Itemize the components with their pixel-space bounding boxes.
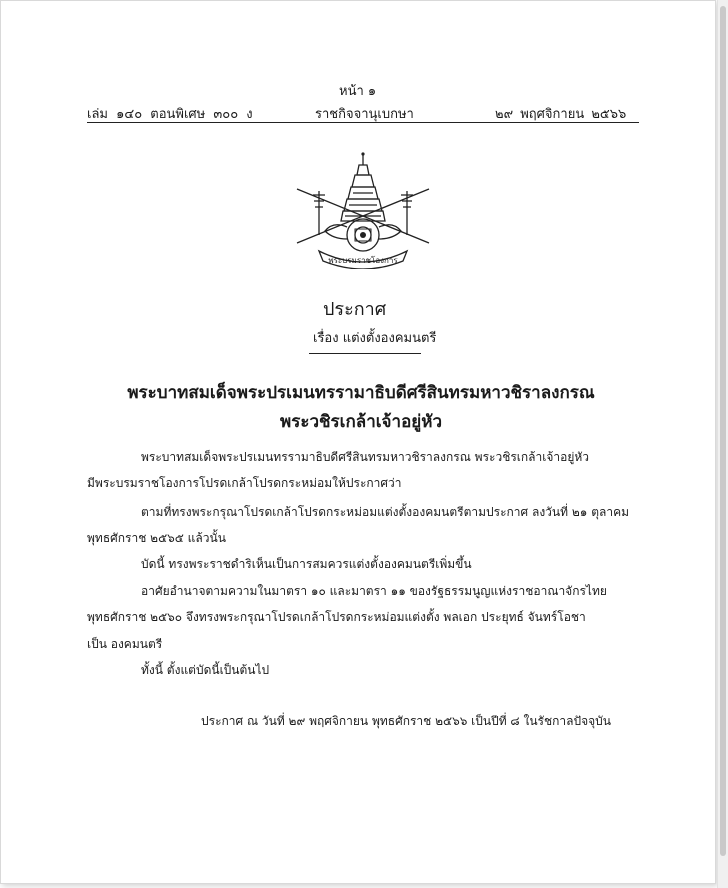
subject-rule (309, 353, 421, 354)
paragraph-2-line-2: พุทธศักราช ๒๕๖๕ แล้วนั้น (87, 531, 226, 545)
announcement-title: ประกาศ (323, 299, 387, 320)
paragraph-4-line-3: เป็น องคมนตรี (87, 637, 163, 651)
scrollbar[interactable] (717, 0, 728, 888)
paragraph-2-line-1: ตามที่ทรงพระกรุณาโปรดเกล้าโปรดกระหม่อมแต่งตั้งองคมนตรีตามประกาศ ลงวันที่ ๒๑ ตุลาคม (141, 505, 630, 519)
gazette-volume: เล่ม ๑๔๐ ตอนพิเศษ ๓๐๐ ง (87, 107, 253, 122)
paragraph-1-line-2: มีพระบรมราชโองการโปรดเกล้าโปรดกระหม่อมให้ประกาศว่า (87, 476, 402, 490)
king-name-line-1: พระบาทสมเด็จพระปรเมนทรรามาธิบดีศรีสินทรมหาวชิราลงกรณ (127, 383, 595, 403)
paragraph-4-line-2: พุทธศักราช ๒๕๖๐ จึงทรงพระกรุณาโปรดเกล้าโปรดกระหม่อมแต่งตั้ง พลเอก ประยุทธ์ จันทร์โอชา (87, 610, 586, 624)
royal-emblem-icon (289, 151, 437, 269)
announcement-subject: เรื่อง แต่งตั้งองคมนตรี (313, 331, 437, 346)
header-rule (87, 122, 639, 123)
paragraph-3-line-1: บัดนี้ ทรงพระราชดำริเห็นเป็นการสมควรแต่งตั้งองคมนตรีเพิ่มขึ้น (141, 557, 472, 571)
paragraph-1-line-1: พระบาทสมเด็จพระปรเมนทรรามาธิบดีศรีสินทรมหาวชิราลงกรณ พระวชิรเกล้าเจ้าอยู่หัว (141, 450, 590, 464)
king-name-line-2: พระวชิรเกล้าเจ้าอยู่หัว (280, 412, 442, 432)
gazette-date: ๒๙ พฤศจิกายน ๒๕๖๖ (495, 107, 627, 122)
gazette-name: ราชกิจจานุเบกษา (315, 107, 414, 122)
emblem-ribbon-text: พระบรมราชโองการ (328, 256, 398, 265)
closing-line: ประกาศ ณ วันที่ ๒๙ พฤศจิกายน พุทธศักราช ๒๕๖๖ เป็นปีที่ ๘ ในรัชกาลปัจจุบัน (201, 714, 612, 728)
page-number: หน้า ๑ (339, 84, 377, 99)
scrollbar-thumb[interactable] (720, 6, 726, 856)
paragraph-5-line-1: ทั้งนี้ ตั้งแต่บัดนี้เป็นต้นไป (141, 663, 270, 677)
paragraph-4-line-1: อาศัยอำนาจตามความในมาตรา ๑๐ และมาตรา ๑๑ ของรัฐธรรมนูญแห่งราชอาณาจักรไทย (141, 584, 607, 598)
